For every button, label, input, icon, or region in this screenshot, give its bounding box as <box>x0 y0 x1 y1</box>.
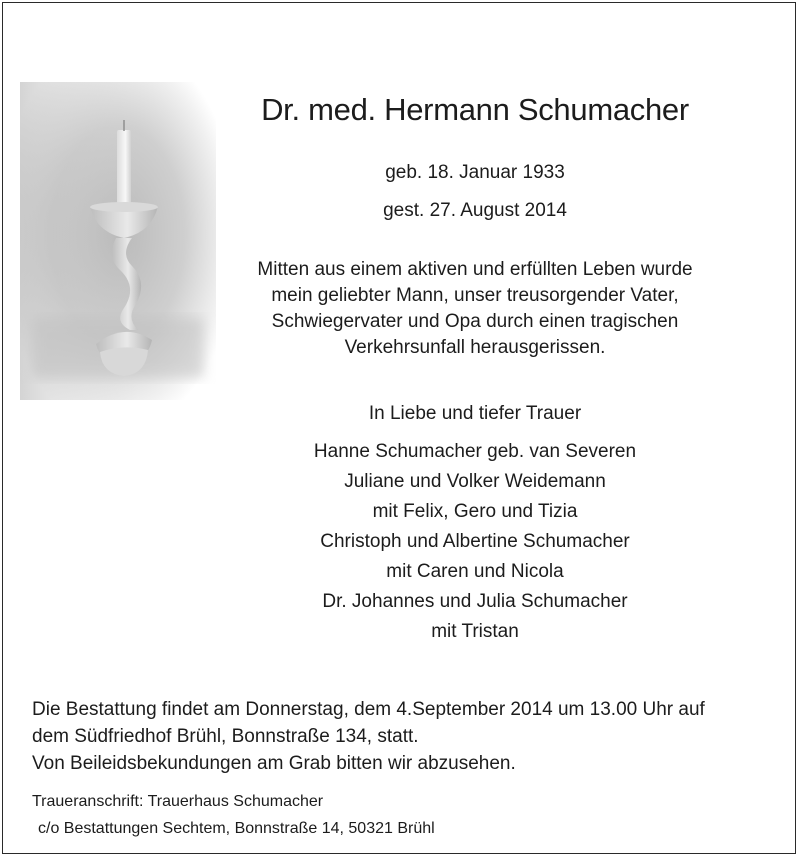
family-line: Hanne Schumacher geb. van Severen <box>313 441 637 462</box>
text-line: Schwiegervater und Opa durch einen tragischen <box>271 311 679 332</box>
family-line: Dr. Johannes und Julia Schumacher <box>322 591 628 612</box>
family-line: mit Caren und Nicola <box>386 561 564 582</box>
candle-image-icon <box>20 82 216 400</box>
death-date: gest. 27. August 2014 <box>383 200 567 221</box>
funeral-line: dem Südfriedhof Brühl, Bonnstraße 134, statt. <box>32 726 419 747</box>
family-line: mit Felix, Gero und Tizia <box>372 501 578 522</box>
mourning-line: In Liebe und tiefer Trauer <box>368 403 582 424</box>
funeral-info <box>32 696 792 777</box>
family-line: Juliane und Volker Weidemann <box>344 471 606 492</box>
funeral-line: Die Bestattung findet am Donnerstag, dem 4.September 2014 um 13.00 Uhr auf <box>32 699 705 720</box>
deceased-name: Dr. med. Hermann Schumacher <box>261 92 689 127</box>
birth-date: geb. 18. Januar 1933 <box>385 162 565 183</box>
text-line: Mitten aus einem aktiven und erfüllten Leben wurde <box>257 259 693 280</box>
text-line: Verkehrsunfall herausgerissen. <box>344 337 606 358</box>
text-line: mein geliebter Mann, unser treusorgender Vater, <box>271 285 679 306</box>
family-list <box>230 437 720 647</box>
obituary-text <box>230 257 720 361</box>
candle-photo <box>20 82 216 400</box>
address-line: c/o Bestattungen Sechtem, Bonnstraße 14, 50321 Brühl <box>38 820 435 837</box>
funeral-line: Von Beileidsbekundungen am Grab bitten wir abzusehen. <box>32 753 516 774</box>
family-line: Christoph und Albertine Schumacher <box>320 531 630 552</box>
mourning-address <box>32 788 792 842</box>
address-line: Traueranschrift: Trauerhaus Schumacher <box>32 793 324 810</box>
family-line: mit Tristan <box>431 621 519 642</box>
